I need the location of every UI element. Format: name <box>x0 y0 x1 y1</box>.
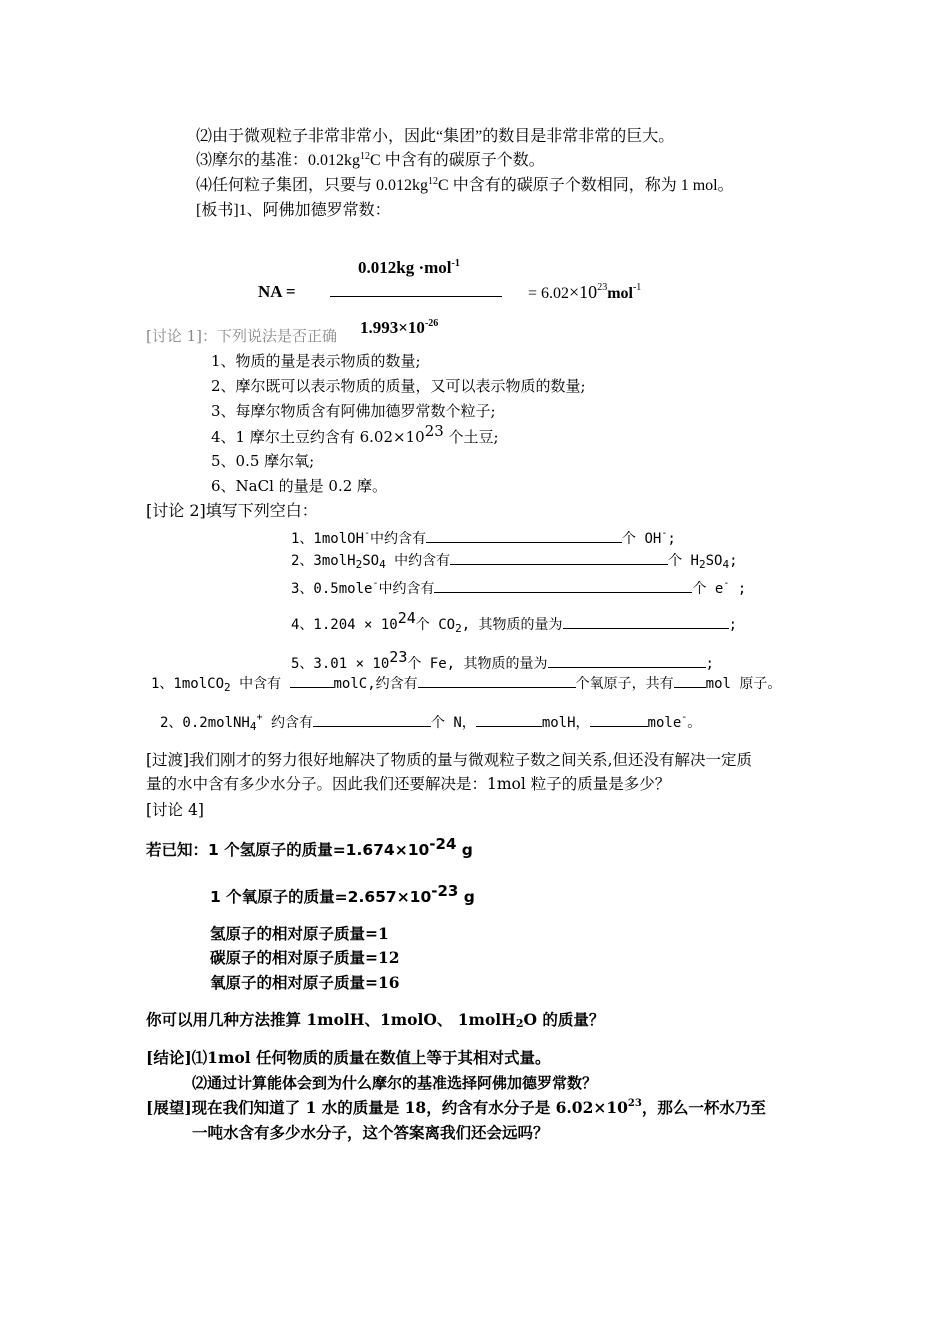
q1-unit-sup: - <box>661 528 668 539</box>
formula-rhs <box>528 282 641 304</box>
discuss2-r2 <box>160 712 701 733</box>
intro-line-3-sup: 12 <box>360 151 371 162</box>
formula-rhs-unit-exp: -1 <box>632 282 642 293</box>
formula-numerator <box>358 258 460 278</box>
r1-mid2: molC,约含有 <box>333 676 418 692</box>
q5-mid: 个 Fe, 其物质的量为 <box>407 656 548 672</box>
r2-blank-3[interactable] <box>590 712 648 727</box>
intro-line-2: ⑵由于微观粒子非常非常小，因此“集团”的数目是非常非常的巨大。 <box>196 128 675 145</box>
question-sub: 2 <box>515 1017 524 1030</box>
intro-line-3 <box>196 151 545 171</box>
q3-blank[interactable] <box>434 578 692 593</box>
r1-blank-1[interactable] <box>290 673 334 688</box>
question-text: 你可以用几种方法推算 1molH、1molO、 1molH <box>146 1010 516 1029</box>
discuss1-item-2: 2、摩尔既可以表示物质的质量，又可以表示物质的数量; <box>211 377 586 395</box>
discuss4-title: [讨论 4] <box>146 801 204 819</box>
q2-so2: SO <box>705 553 723 569</box>
outlook-sup: 23 <box>627 1098 642 1109</box>
r1-blank-3[interactable] <box>674 673 706 688</box>
known-h-mass <box>146 835 473 860</box>
q3-unit: 个 e <box>692 581 724 597</box>
formula-rhs-value: = 6.02 <box>528 285 570 302</box>
intro-line-4-text: ⑷任何粒子集团，只要与 0.012kg <box>196 177 429 194</box>
rel-mass-o: 氧原子的相对原子质量=16 <box>210 973 400 992</box>
formula-numerator-sup: -1 <box>451 258 460 269</box>
known-o-exp: -23 <box>431 882 459 900</box>
discuss2-q2 <box>291 550 738 571</box>
discuss2-q1 <box>291 528 676 549</box>
q5-text: 5、3.01 × 10 <box>291 656 390 672</box>
question-methods <box>146 1010 604 1030</box>
discuss1-title: [讨论 1]：下列说法是否正确 <box>146 327 338 345</box>
discuss1-item-1: 1、物质的量是表示物质的数量; <box>211 352 421 370</box>
formula-rhs-exp: 23 <box>597 282 608 293</box>
r1-sub: 2 <box>224 681 231 694</box>
r2-blank-1[interactable] <box>313 712 431 727</box>
q4-sub: 2 <box>455 622 462 635</box>
r1-blank-2[interactable] <box>418 673 576 688</box>
q4-text: 4、1.204 × 10 <box>291 617 398 633</box>
discuss1-item-4-sup: 23 <box>424 422 444 440</box>
r2-unit: mole <box>647 715 682 731</box>
q1-blank[interactable] <box>426 528 622 543</box>
q2-text: 2、3molH <box>291 553 356 569</box>
discuss2-r1 <box>151 673 781 694</box>
known-h-unit: g <box>456 841 473 859</box>
q1-text: 1、1molOH <box>291 531 365 547</box>
q2-unit: 个 H <box>668 553 699 569</box>
outlook-line-2: 一吨水含有多少水分子，这个答案离我们还会远吗？ <box>192 1123 549 1142</box>
discuss1-item-3: 3、每摩尔物质含有阿佛加德罗常数个粒子; <box>211 402 496 420</box>
formula-rhs-unit: mol <box>607 285 633 302</box>
r2-unit-sup: - <box>681 712 688 723</box>
fraction-line <box>330 296 502 297</box>
intro-line-4-tail: C 中含有的碳原子个数相同，称为 1 mol。 <box>438 177 734 194</box>
q4-mid: 个 CO <box>415 617 456 633</box>
q1-end: ; <box>667 531 676 547</box>
intro-line-4-sup: 12 <box>428 176 439 187</box>
known-o-mass <box>210 882 475 907</box>
r2-blank-2[interactable] <box>476 712 542 727</box>
q4-end: ; <box>728 617 737 633</box>
q2-mid: 中约含有 <box>385 553 451 569</box>
outlook-text: [展望]现在我们知道了 1 水的质量是 18，约含有水分子是 6.02×10 <box>146 1098 628 1117</box>
known-prefix: 若已知： <box>146 840 209 859</box>
q4-blank[interactable] <box>563 614 729 629</box>
q3-end: ; <box>729 581 747 597</box>
r2-mid: 约含有 <box>262 715 313 731</box>
rel-mass-h: 氢原子的相对原子质量=1 <box>210 924 389 943</box>
r1-end: mol 原子。 <box>705 676 782 692</box>
r2-mid2: 个 N， <box>430 715 476 731</box>
transition-line-1: [过渡]我们刚才的努力很好地解决了物质的量与微观粒子数之间关系,但还没有解决一定质 <box>146 751 753 769</box>
r2-mid3: molH， <box>541 715 590 731</box>
r1-text: 1、1molCO <box>151 676 225 692</box>
q1-mid: 中约含有 <box>370 531 427 547</box>
q1-sup: - <box>364 528 371 539</box>
intro-line-3-tail: C 中含有的碳原子个数。 <box>370 152 545 169</box>
known-o-unit: g <box>458 888 475 906</box>
formula-denominator-text: 1.993×10 <box>360 318 425 337</box>
outlook-tail: ，那么一杯水乃至 <box>641 1098 766 1117</box>
discuss2-q5 <box>291 648 714 674</box>
q3-unit-sup: - <box>723 578 730 589</box>
q2-sub2: 4 <box>379 558 386 571</box>
intro-line-3-text: ⑶摩尔的基准：0.012kg <box>196 152 361 169</box>
discuss1-item-6: 6、NaCl 的量是 0.2 摩。 <box>211 477 388 495</box>
rel-mass-c: 碳原子的相对原子质量=12 <box>210 948 400 967</box>
conclusion-2: ⑵通过计算能体会到为什么摩尔的基准选择阿佛加德罗常数？ <box>192 1074 598 1092</box>
q2-end: ; <box>729 553 738 569</box>
formula-denominator-sup: -26 <box>424 318 439 329</box>
r2-sub: 4 <box>249 720 257 733</box>
q2-sub1: 2 <box>355 558 363 571</box>
discuss2-title: [讨论 2]填写下列空白： <box>146 501 318 520</box>
discuss1-item-4-tail: 个土豆; <box>443 428 499 446</box>
q2-blank[interactable] <box>450 550 668 565</box>
discuss1-item-4-text: 4、1 摩尔土豆约含有 6.02×10 <box>211 428 425 446</box>
q5-blank[interactable] <box>548 653 706 668</box>
q1-unit: 个 OH <box>622 531 662 547</box>
r2-sup: + <box>256 712 263 723</box>
transition-line-2: 量的水中含有多少水分子。因此我们还要解决是：1mol 粒子的质量是多少？ <box>146 775 671 793</box>
intro-line-4 <box>196 176 734 196</box>
q2-sub3: 2 <box>698 558 706 571</box>
known-o-text: 1 个氧原子的质量=2.657×10 <box>210 888 432 906</box>
r2-end: 。 <box>687 715 702 731</box>
r1-mid: 中含有 <box>230 676 290 692</box>
formula-numerator-text: 0.012kg ·mol <box>358 258 452 277</box>
formula-lhs: NA = <box>258 282 296 301</box>
q4-sup: 24 <box>397 609 416 627</box>
q3-mid: 中约含有 <box>378 581 435 597</box>
formula-denominator <box>358 318 438 338</box>
outlook-line-1 <box>146 1098 766 1118</box>
discuss1-item-4 <box>211 422 499 447</box>
q5-end: ; <box>705 656 714 672</box>
discuss2-q4 <box>291 609 737 635</box>
q5-sup: 23 <box>389 648 408 666</box>
board-note: [板书]1、阿佛加德罗常数： <box>196 202 391 219</box>
q3-sup: - <box>372 578 379 589</box>
formula-rhs-times: ×10 <box>569 282 598 302</box>
r2-text: 2、0.2molNH <box>160 715 250 731</box>
question-tail: O 的质量？ <box>523 1010 605 1029</box>
conclusion-1: [结论]⑴1mol 任何物质的质量在数值上等于其相对式量。 <box>146 1048 551 1067</box>
known-h-exp: -24 <box>429 835 457 853</box>
discuss2-q3 <box>291 578 746 599</box>
discuss1-item-5: 5、0.5 摩尔氧; <box>211 452 315 470</box>
r1-mid3: 个氧原子，共有 <box>575 676 674 692</box>
known-h-text: 1 个氢原子的质量=1.674×10 <box>208 841 430 859</box>
q2-so: SO <box>362 553 380 569</box>
q4-mid2: , 其物质的量为 <box>461 617 563 633</box>
q2-sub4: 4 <box>722 558 730 571</box>
q3-text: 3、0.5mole <box>291 581 373 597</box>
